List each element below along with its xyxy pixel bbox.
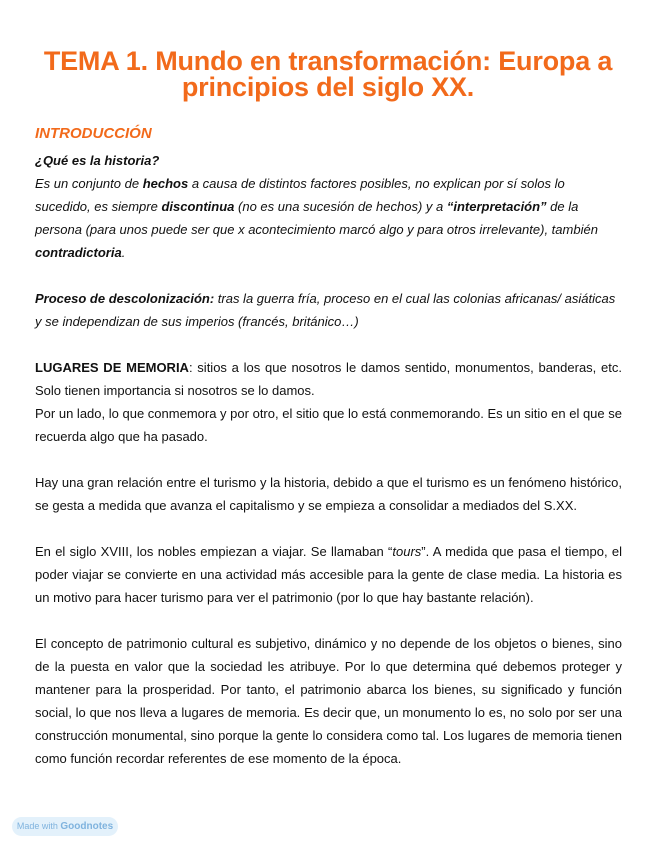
paragraph-patrimonio: El concepto de patrimonio cultural es subjetivo, dinámico y no depende de los objetos o bienes, sino de la puesta en valor que la sociedad les atribuye. Por lo que determina qué debemos proteger y mantener para la prosperidad. Por tanto, el patrimonio abarca los bienes, su significado y función social, lo que nos lleva a lugares de memoria. Es decir que, un monumento lo es, no solo por ser una construcción monumental, sino porque la gente lo considera como tal. Los lugares de memoria tienen como función recordar referentes de ese momento de la época. — [35, 636, 622, 766]
bold-term: Proceso de descolonización: — [35, 291, 215, 306]
text-run: a causa de distintos factores posibles, no explican por sí solos lo sucedido, es siempre — [35, 176, 565, 214]
paragraph-descolonizacion — [35, 287, 622, 333]
bold-term: LUGARES DE MEMORIA — [35, 360, 189, 375]
section-heading: INTRODUCCIÓN — [35, 125, 152, 142]
text-run: tras la guerra fría, proceso en el cual las colonias africanas/ asiáticas y se independizan de sus imperios (francés, británico…) — [35, 291, 616, 329]
paragraph-line: Por un lado, lo que conmemora y por otro, el sitio que lo está conmemorando. Es un sitio en el que se recuerda algo que ha pasado. — [35, 406, 622, 444]
paragraph-siglo-xviii — [35, 540, 622, 609]
goodnotes-badge — [12, 817, 118, 836]
text-run: . — [121, 245, 126, 260]
paragraph-historia — [35, 172, 622, 264]
bold-term: hechos — [142, 176, 189, 191]
bold-term: “interpretación” — [446, 199, 547, 214]
text-run: En el siglo XVIII, los nobles empiezan a viajar. Se llamaban “ — [35, 544, 393, 559]
page-title — [20, 48, 636, 100]
page-title-line-1: TEMA 1. Mundo en transformación: Europa a — [43, 46, 613, 76]
question-heading: ¿Qué es la historia? — [35, 153, 160, 168]
badge-brand: Goodnotes — [60, 821, 114, 832]
badge-prefix: Made with — [16, 821, 61, 831]
paragraph-turismo: Hay una gran relación entre el turismo y la historia, debido a que el turismo es un fenómeno histórico, se gesta a medida que avanza el capitalismo y se empieza a consolidar a mediados del S.XX. — [35, 475, 622, 513]
text-run: Es un conjunto de — [35, 176, 143, 191]
italic-term: tours — [392, 544, 422, 559]
text-run: ”. A medida que pasa el tiempo, el poder viajar se convierte en una actividad más accesible para la gente de clase media. La historia es un motivo para hacer turismo para ver el patrimonio (por lo que hay bastante relación). — [35, 544, 622, 605]
text-run: (no es una sucesión de hechos) y a — [234, 199, 447, 214]
bold-term: contradictoria — [35, 245, 122, 260]
page-title-line-2: principios del siglo XX. — [181, 72, 475, 102]
text-run: : sitios a los que nosotros le damos sentido, monumentos, banderas, etc. Solo tienen importancia si nosotros se lo damos. — [35, 360, 622, 398]
paragraph-line — [35, 356, 622, 402]
text-run: de la persona (para unos puede ser que x acontecimiento marcó algo y para otros irrelevante), también — [35, 199, 598, 237]
paragraph-lugares-memoria — [35, 356, 622, 448]
bold-term: discontinua — [161, 199, 235, 214]
